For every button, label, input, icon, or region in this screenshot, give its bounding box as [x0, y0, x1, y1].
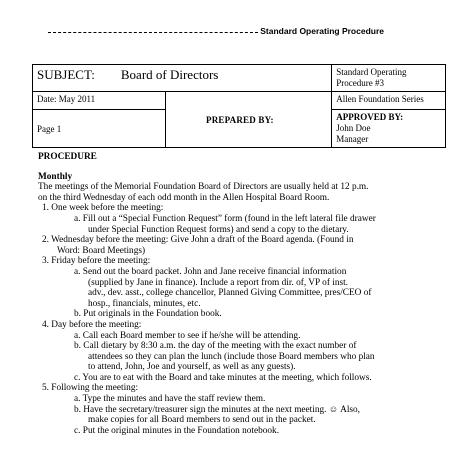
- subject-cell: [33, 65, 332, 92]
- procedure-step-line: c. Put the original minutes in the Foundation notebook.: [74, 425, 280, 436]
- procedure-step-line: 3. Friday before the meeting:: [42, 256, 151, 267]
- procedure-step-line: Word: Board Meetings): [57, 245, 146, 256]
- approver-name: John Doe: [336, 123, 371, 133]
- procedure-step-line: adv., dev. asst., college chancellor, Planned Giving Committee, pres/CEO of: [88, 288, 372, 299]
- approver-title: Manager: [336, 134, 369, 144]
- page-cell: [33, 110, 166, 148]
- procedure-step-line: c. You are to eat with the Board and take minutes at the meeting, which follows.: [74, 372, 372, 383]
- procedure-step-line: 5. Following the meeting:: [42, 383, 139, 394]
- procedure-step-line: hosp., financials, minutes, etc.: [88, 298, 201, 309]
- procedure-heading: PROCEDURE: [38, 152, 97, 162]
- date-value: Date: May 2011: [37, 94, 96, 104]
- intro-line: The meetings of the Memorial Foundation Board of Directors are usually held at 12 p.m.: [38, 182, 369, 193]
- procedure-step-line: a. Call each Board member to see if he/she will be attending.: [74, 330, 301, 341]
- procedure-step-line: 2. Wednesday before the meeting: Give John a draft of the Board agenda. (Found in: [42, 235, 354, 246]
- approved-cell: [332, 110, 446, 148]
- prepared-by-cell: [166, 92, 332, 148]
- procedure-body: [32, 152, 452, 436]
- procedure-step-line: to attend, John, Joe and yourself, as well as any guests).: [88, 362, 296, 373]
- header-dashed-rule: [48, 32, 258, 33]
- prepared-by-label: PREPARED BY:: [206, 114, 274, 125]
- procedure-step-line: attendees so they can plan the lunch (include those Board members who plan: [88, 351, 375, 362]
- intro-line: on the third Wednesday of each odd month in the Allen Hospital Board Room.: [38, 192, 330, 203]
- page-number: Page 1: [37, 123, 62, 134]
- procedure-step-line: make copies for all Board members to send out in the packet.: [88, 415, 316, 426]
- procedure-step-line: a. Type the minutes and have the staff review them.: [74, 394, 266, 405]
- series-cell: [332, 92, 446, 110]
- section-heading: Monthly: [38, 171, 73, 182]
- approved-by-label: APPROVED BY:: [336, 112, 404, 122]
- procedure-step-line: a. Send out the board packet. John and Jane receive financial information: [74, 266, 347, 277]
- subject-value: Board of Directors: [120, 67, 219, 82]
- sop-line-1: Standard Operating: [336, 67, 407, 77]
- procedure-step-line: 4. Day before the meeting:: [42, 319, 142, 330]
- procedure-step-line: b. Have the secretary/treasurer sign the minutes at the next meeting. ☺ Also,: [74, 404, 360, 415]
- series-value: Allen Foundation Series: [336, 94, 424, 104]
- sop-line-2: Procedure #3: [336, 78, 384, 88]
- sop-cell: [332, 65, 446, 92]
- date-cell: [33, 92, 166, 110]
- subject-label: SUBJECT:: [37, 67, 95, 82]
- procedure-steps: [32, 203, 452, 436]
- procedure-step-line: 1. One week before the meeting:: [42, 203, 164, 214]
- procedure-step-line: a. Fill out a “Special Function Request” form (found in the left lateral file drawer: [74, 213, 376, 224]
- procedure-step-line: under Special Function Request forms) and send a copy to the dietary.: [88, 224, 349, 235]
- info-table: [32, 64, 446, 148]
- procedure-step-line: (supplied by Jane in finance). Include a report from dir. of, VP of inst.: [88, 277, 348, 288]
- procedure-step-line: b. Put originals in the Foundation book.: [74, 309, 222, 320]
- procedure-step-line: b. Call dietary by 8:30 a.m. the day of the meeting with the exact number of: [74, 341, 357, 352]
- document-header: [48, 26, 384, 36]
- header-title: Standard Operating Procedure: [260, 26, 384, 36]
